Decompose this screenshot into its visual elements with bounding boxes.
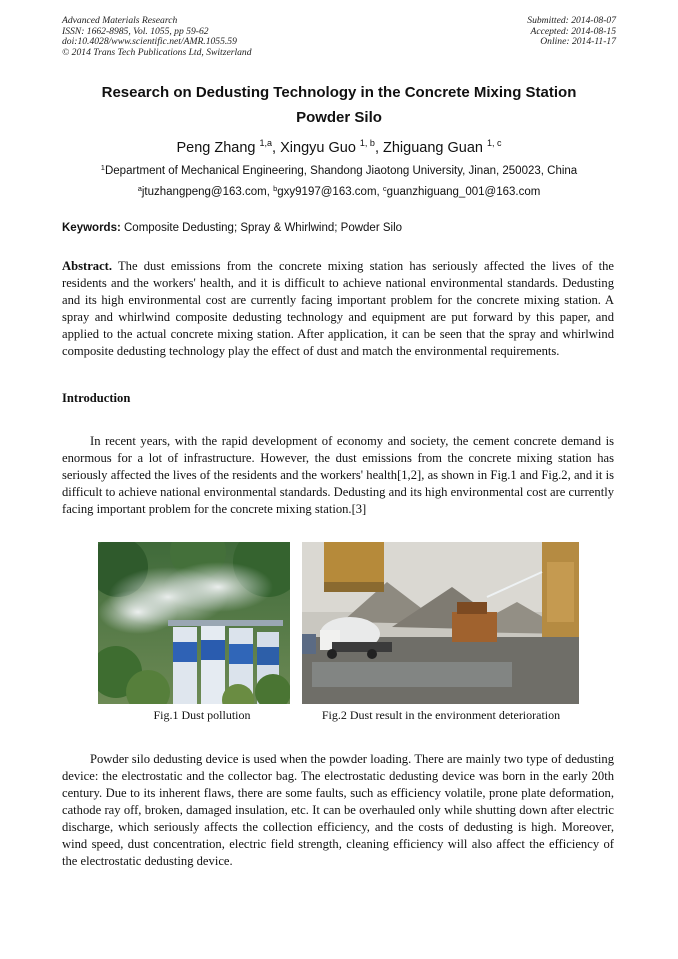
photo-dust-pollution <box>98 542 290 704</box>
author-affiliation-mark: 1,a <box>259 138 273 148</box>
email: gxy9197@163.com, <box>277 186 383 198</box>
author-affiliation-mark: 1, b <box>359 138 375 148</box>
author-name: Peng Zhang <box>176 140 256 156</box>
journal-name: Advanced Materials Research <box>62 15 178 26</box>
abstract <box>62 258 614 360</box>
keywords-text: Composite Dedusting; Spray & Whirlwind; Powder Silo <box>124 222 403 234</box>
online-date: Online: 2014-11-17 <box>540 36 616 48</box>
figure-2-caption: Fig.2 Dust result in the environment deterioration <box>321 708 561 722</box>
figure-1-dust-pollution-photo <box>98 542 290 704</box>
doi: doi:10.4028/www.scientific.net/AMR.1055.59 <box>62 36 237 48</box>
title-line-2: Powder Silo <box>296 109 382 126</box>
copyright: © 2014 Trans Tech Publications Ltd, Switzerland <box>62 46 252 58</box>
author-name: Zhiguang Guan <box>383 140 483 156</box>
author-list: Peng Zhang $^{1,a}$, Xingyu Guo $^{1, b}$, Zhiguang Guan $^{1, c}$ <box>176 138 502 156</box>
submitted-date: Submitted: 2014-08-07 <box>527 15 616 26</box>
dates-info <box>527 16 616 48</box>
figure-2-environment-photo <box>302 542 579 704</box>
email-mark: a <box>137 184 142 193</box>
email: guanzhiguang_001@163.com <box>386 186 541 198</box>
affiliation-mark: 1 <box>100 163 105 172</box>
email: jtuzhangpeng@163.com, <box>141 186 274 198</box>
paper-title <box>62 80 616 130</box>
keywords <box>62 221 616 235</box>
issn: ISSN: 1662-8985, Vol. 1055, pp 59-62 <box>62 25 209 37</box>
publication-info <box>62 16 252 58</box>
affiliation-text: Department of Mechanical Engineering, Shandong Jiaotong University, Jinan, 250023, China <box>104 165 578 177</box>
email-mark: b <box>273 184 278 193</box>
photo-environment-deterioration <box>302 542 579 704</box>
email-mark: c <box>382 184 387 193</box>
section-heading-introduction: Introduction <box>62 391 131 405</box>
body-paragraph-dedusting-devices: Powder silo dedusting device is used when the powder loading. There are mainly two type of dedusting device: the electrostatic and the collector bag. The electrostatic dedusting device was born in the early 20th century. Due to its inherent flaws, there are some faults, such as efficiency volatile, prone plate deformation, cathode ray off, broken, damaged insulation, etc. It can be overhauled only while shutting down after electric discharge, which seriously affects the collection efficiency, and the costs of dedusting is high. Moreover, wind speed, dust concentration, electric field strength, cleaning efficiency will also affect the efficiency of the electrostatic dedusting device. <box>62 752 614 868</box>
affiliation <box>62 164 616 178</box>
keywords-label: Keywords: <box>62 222 121 234</box>
title-line-1: Research on Dedusting Technology in the Concrete Mixing Station <box>101 84 577 101</box>
introduction-paragraph: In recent years, with the rapid development of economy and society, the cement concrete demand is enormous for a lot of infrastructure. However, the dust emissions from the concrete mixing station has seriously affected the lives of the residents and the workers' health[1,2], as shown in Fig.1 and Fig.2, and it is difficult to achieve national environmental standards. Dedusting and its high environmental cost are currently facing important problem for the concrete mixing station.[3] <box>62 434 614 516</box>
accepted-date: Accepted: 2014-08-15 <box>530 25 616 37</box>
email-list <box>62 185 616 199</box>
author-name: Xingyu Guo <box>280 140 356 156</box>
abstract-label: Abstract. <box>62 259 113 273</box>
figure-1-caption: Fig.1 Dust pollution <box>153 708 251 722</box>
author-affiliation-mark: 1, c <box>487 138 502 148</box>
abstract-text: The dust emissions from the concrete mixing station has seriously affected the lives of the residents and the workers' health, and it is difficult to achieve national environmental standards. Dedusting and its high environmental cost are currently facing important problem for the concrete mixing station. A spray and whirlwind composite dedusting technology and equipment are put forward by this paper, and applied to the actual concrete mixing station. After application, it can be seen that the spray and whirlwind composite dedusting technology play the effect of dust and match the environmental requirements. <box>62 259 615 358</box>
